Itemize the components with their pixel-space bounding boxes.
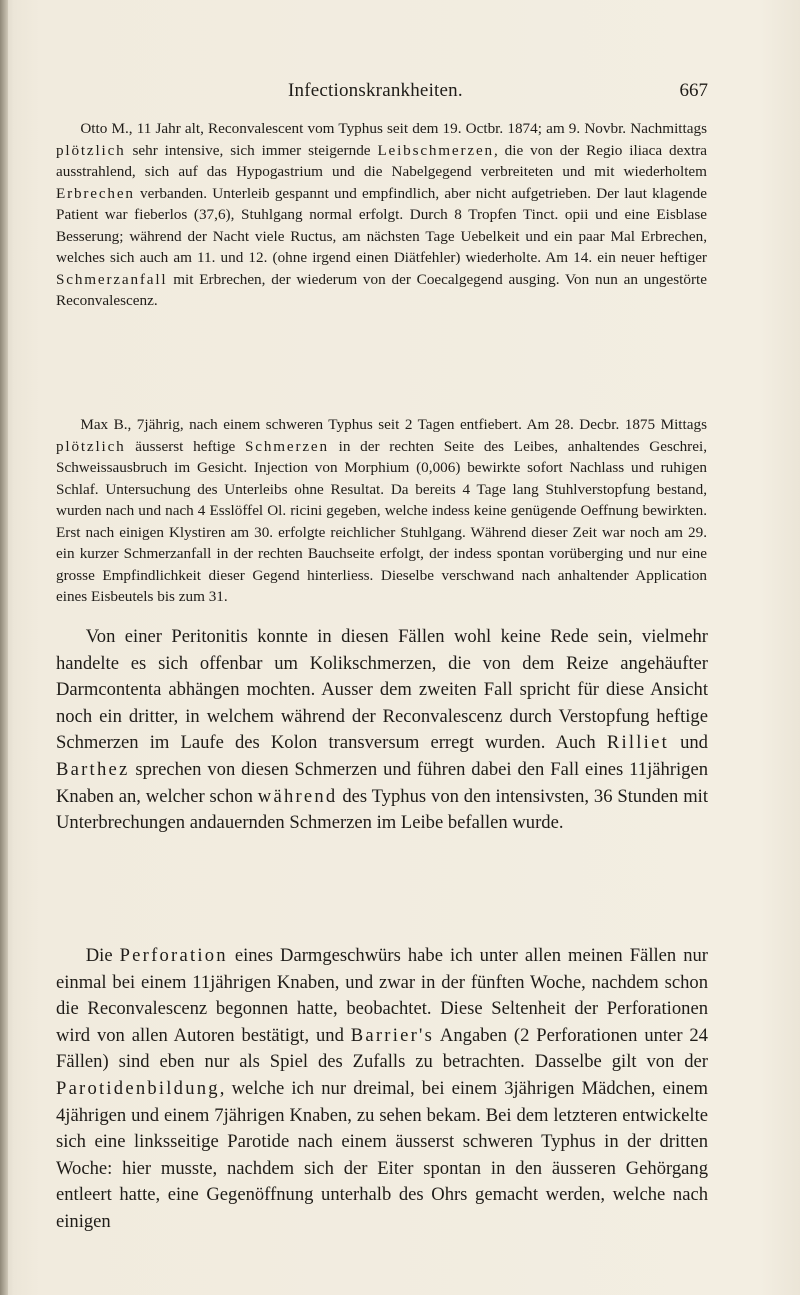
text-run: Otto M., 11 Jahr alt, Reconvalescent vom Typhus seit dem 19. Octbr. 1874; am 9. Novbr. Nachmittags [80,120,707,137]
case-report-otto [56,118,707,312]
text-run: eines Darmgeschwürs habe ich unter allen meinen Fällen nur einmal bei einem 11jährigen Knaben, und zwar in der fünften Woche, nachdem schon die Reconvalescenz begonnen hatte, beobachtet. Diese Seltenheit der Perforationen wird von allen Autoren bestätigt, und [56,945,708,1046]
running-title: Infectionskrankheiten. [288,80,463,101]
emphasis: Schmerzen [245,437,329,455]
text-run: , welche ich nur dreimal, bei einem 3jährigen Mädchen, einem 4jährigen und einem 7jährigen Knaben, zu sehen bekam. Bei dem letzteren entwickelte sich eine linksseitige Parotide nach einem äusserst schweren Typhus in der dritten Woche: hier musste, nachdem sich der Eiter spontan in den äusseren Gehörgang entleert hatte, eine Gegenöffnung unterhalb des Ohrs gemacht werden, welche nach einigen [56,1077,708,1232]
emphasis: Rilliet [606,732,669,754]
emphasis: Barthez [56,758,130,780]
text-run: Max B., 7jährig, nach einem schweren Typhus seit 2 Tagen entfiebert. Am 28. Decbr. 1875 Mittags [80,416,707,433]
text-run: Die [85,945,120,966]
emphasis: Perforation [119,945,228,966]
text-run: des Typhus von den intensivsten, 36 Stunden mit Unterbrechungen andauernden Schmerzen im Leibe befallen wurde. [56,785,709,834]
text-run: Von einer Peritonitis konnte in diesen Fällen wohl keine Rede sein, vielmehr handelte es sich offenbar um Kolikschmerzen, die von dem Reize angehäufter Darmcontenta abhängen mochten. Ausser dem zweiten Fall spricht für diese Ansicht noch ein dritter, in welchem während der Reconvalescenz durch Verstopfung heftige Schmerzen im Laufe des Kolon transversum erregt wurden. Auch [56,626,708,754]
text-run: mit Erbrechen, der wiederum von der Coecalgegend ausging. Von nun an ungestörte Reconvalescenz. [56,270,707,309]
page-spine-shadow [0,0,8,1295]
text-run: sprechen von diesen Schmerzen und führen dabei den Fall eines 11jährigen Knaben an, welcher schon [56,758,708,807]
emphasis: Schmerzanfall [56,270,168,288]
emphasis: während [257,785,338,807]
paragraph-perforation [56,943,708,1236]
text-run: , die von der Regio iliaca dextra ausstrahlend, sich auf das Hypogastrium und die Nabelgegend verbreiteten und mit wiederholtem [56,141,707,180]
case-report-max [56,414,707,608]
page-header [58,80,708,106]
text-run: sehr intensive, sich immer steigernde [125,141,378,159]
text-run: und [668,732,708,754]
text-run: äusserst heftige [125,437,246,455]
emphasis: plötzlich [56,437,126,455]
page-number: 667 [679,80,708,101]
emphasis: plötzlich [56,141,126,159]
emphasis: Barrier's [350,1024,435,1046]
text-run: verbanden. Unterleib gespannt und empfindlich, aber nicht aufgetrieben. Der laut klagende Patient war fieberlos (37,6), Stuhlgang normal erfolgt. Durch 8 Tropfen Tinct. opii und eine Eisblase Besserung; während der Nacht viele Ructus, am nächsten Tage Uebelkeit und ein paar Mal Erbrechen, welches sich auch am 11. und 12. (ohne irgend einen Diätfehler) wiederholte. Am 14. ein neuer heftiger [56,184,707,266]
emphasis: Leibschmerzen [377,141,494,159]
paragraph-peritonitis [56,624,708,837]
text-run: in der rechten Seite des Leibes, anhaltendes Geschrei, Schweissausbruch im Gesicht. Injection von Morphium (0,006) bewirkte sofort Nachlass und ruhigen Schlaf. Untersuchung des Unterleibs ohne Resultat. Da bereits 4 Tage lang Stuhlverstopfung bestand, wurden nach und nach 4 Esslöffel Ol. ricini gegeben, welche indess keine genügende Oeffnung bewirkten. Erst nach einigen Klystiren am 30. erfolgte reichlicher Stuhlgang. Während dieser Zeit war noch am 29. ein kurzer Schmerzanfall in der rechten Bauchseite erfolgt, der indess spontan vorüberging und nur eine grosse Empfindlichkeit dieser Gegend hinterliess. Dieselbe verschwand nach anhaltender Application eines Eisbeutels bis zum 31. [56,437,708,605]
text-run: Angaben (2 Perforationen unter 24 Fällen) sind eben nur als Spiel des Zufalls zu betrachten. Dasselbe gilt von der [56,1024,708,1073]
emphasis: Parotidenbildung [56,1077,220,1099]
emphasis: Erbrechen [56,184,135,202]
